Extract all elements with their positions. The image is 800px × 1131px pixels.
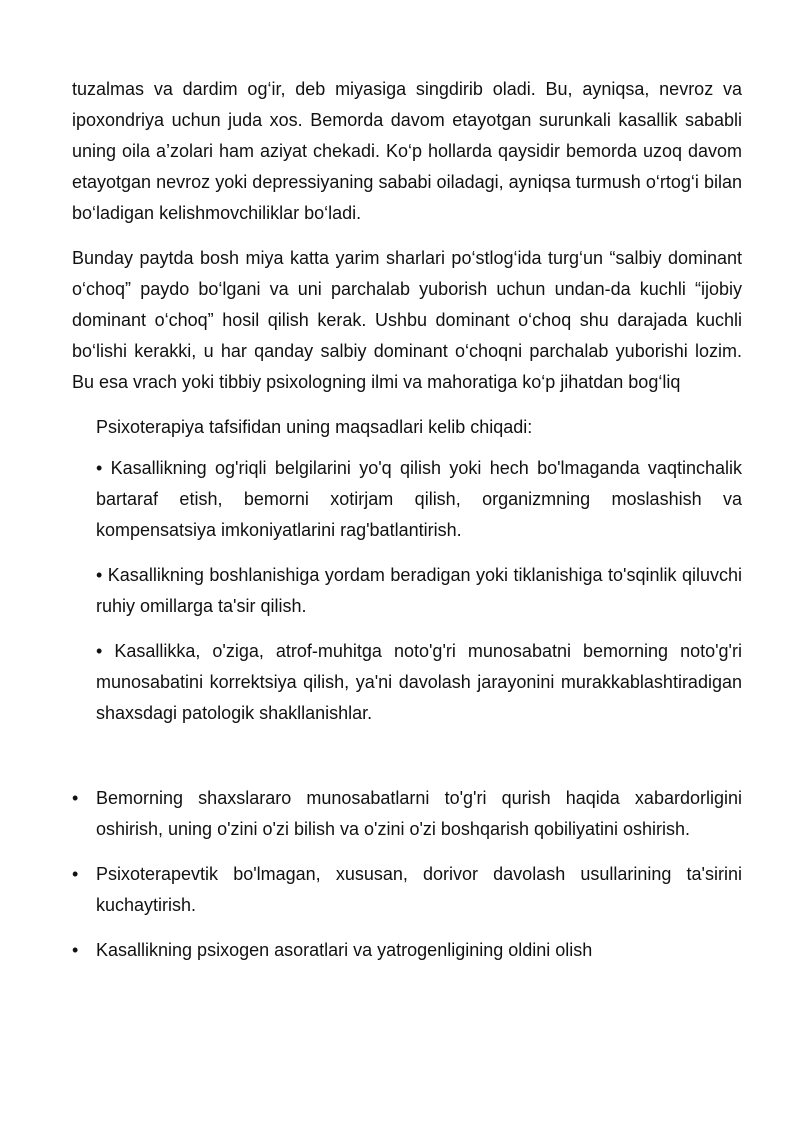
goal-list-item: • Kasallikka, o'ziga, atrof-muhitga noto'g'ri munosabatni bemorning noto'g'ri munosabatini korrektsiya qilish, ya'ni davolash jarayonini murakkablashtiradigan shaxsdagi patologik shakllanishlar.	[96, 641, 742, 723]
goals-intro: Psixoterapiya tafsifidan uning maqsadlari kelib chiqadi:	[96, 417, 533, 437]
bullet-icon: •	[72, 864, 79, 884]
bullet-text: Psixoterapevtik bo'lmagan, xususan, dorivor davolash usullarining ta'sirini kuchaytirish.	[96, 864, 742, 915]
bullet-list-item	[72, 935, 742, 966]
bullet-list-item	[72, 859, 742, 921]
spacer	[72, 743, 742, 783]
goal-list-item: • Kasallikning og'riqli belgilarini yo'q qilish yoki hech bo'lmaganda vaqtinchalik bartaraf etish, bemorni xotirjam qilish, organizmning moslashish va kompensatsiya imkoniyatlarini rag'batlantirish.	[96, 458, 742, 540]
bullet-icon: •	[72, 940, 79, 960]
body-paragraph: tuzalmas va dardim og‘ir, deb miyasiga singdirib oladi. Bu, ayniqsa, nevroz va ipoxondriya uchun juda xos. Bemorda davom etayotgan surunkali kasallik sababli uning oila a’zolari ham aziyat chekadi. Ko‘p hollarda qaysidir bemorda uzoq davom etayotgan nevroz yoki depressiyaning sababi oiladagi, ayniqsa turmush o‘rtog‘i bilan bo‘ladigan kelishmovchiliklar bo‘ladi.	[72, 79, 742, 223]
body-paragraph: Bunday paytda bosh miya katta yarim sharlari po‘stlog‘ida turg‘un “salbiy dominant o‘choq” paydo bo‘lgani va uni parchalab yuborish uchun undan-da kuchli “ijobiy dominant o‘choq” hosil qilish kerak. Ushbu dominant o‘choq shu darajada kuchli bo‘lishi kerakki, u har qanday salbiy dominant o‘choqni parchalab yuborishi lozim. Bu esa vrach yoki tibbiy psixologning ilmi va mahoratiga ko‘p jihatdan bog‘liq	[72, 248, 742, 392]
bullet-icon: •	[72, 788, 79, 808]
bullet-text: Kasallikning psixogen asoratlari va yatrogenligining oldini olish	[96, 940, 593, 960]
bullet-text: Bemorning shaxslararo munosabatlarni to'g'ri qurish haqida xabardorligini oshirish, uning o'zini o'zi bilish va o'zini o'zi boshqarish qobiliyatini oshirish.	[96, 788, 742, 839]
document-page	[72, 74, 742, 980]
goal-list-item: • Kasallikning boshlanishiga yordam beradigan yoki tiklanishiga to'sqinlik qiluvchi ruhiy omillarga ta'sir qilish.	[96, 565, 742, 616]
bullet-list-item	[72, 783, 742, 845]
